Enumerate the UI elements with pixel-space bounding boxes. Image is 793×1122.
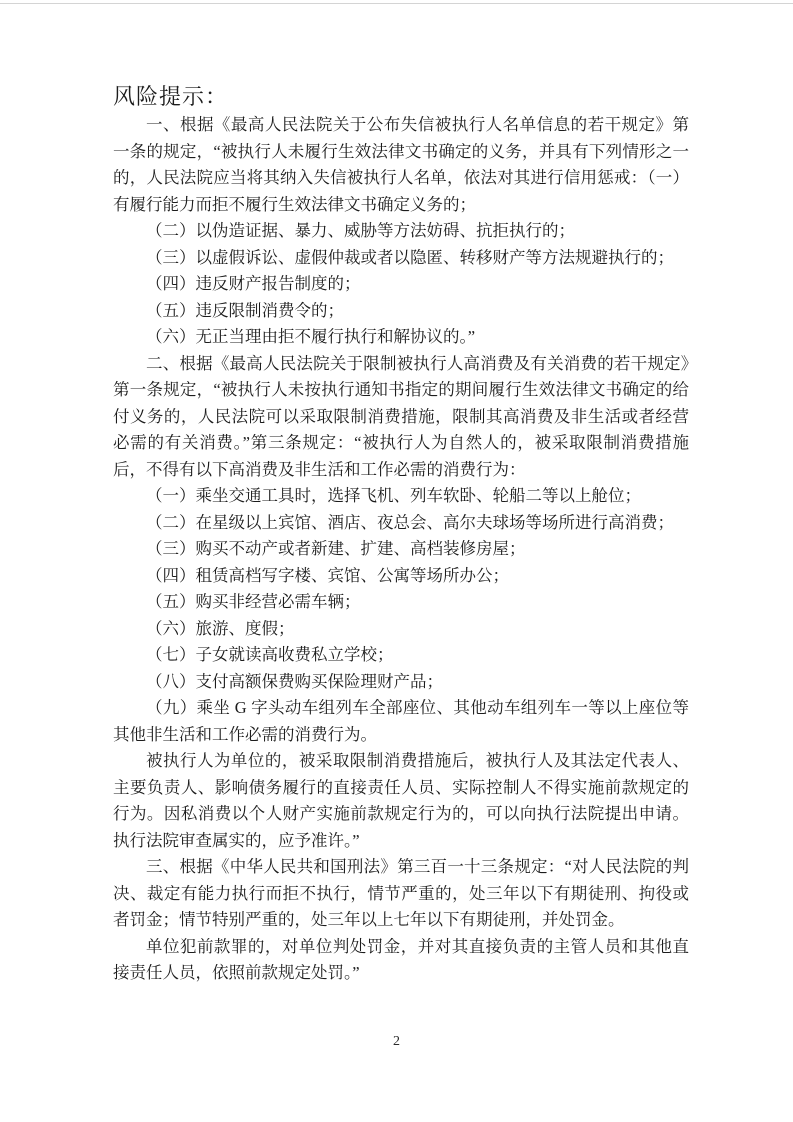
paragraph: （一）乘坐交通工具时，选择飞机、列车软卧、轮船二等以上舱位； bbox=[146, 486, 641, 505]
paragraph: （六）旅游、度假； bbox=[146, 618, 295, 638]
document-content bbox=[113, 82, 689, 987]
scan-edge-artifact bbox=[0, 3, 793, 4]
page-number: 2 bbox=[393, 1034, 400, 1049]
paragraph: 单位犯前款罪的，对单位判处罚金，并对其直接负责的主管人员和其他直接责任人员，依照前款规定处罚。” bbox=[113, 936, 689, 982]
paragraph: （九）乘坐 G 字头动车组列车全部座位、其他动车组列车一等以上座位等其他非生活和工作必需的消费行为。 bbox=[113, 698, 689, 744]
paragraph: （三）购买不动产或者新建、扩建、高档装修房屋； bbox=[146, 539, 526, 558]
paragraph: （七）子女就读高收费私立学校； bbox=[146, 645, 394, 664]
paragraph: （五）购买非经营必需车辆； bbox=[146, 592, 361, 611]
document-body bbox=[113, 112, 689, 987]
paragraph: 被执行人为单位的，被采取限制消费措施后，被执行人及其法定代表人、主要负责人、影响债务履行的直接责任人员、实际控制人不得实施前款规定的行为。因私消费以个人财产实施前款规定行为的，可以向执行法院提出申请。执行法院审查属实的，应予准许。” bbox=[113, 751, 689, 850]
page-footer bbox=[0, 1033, 793, 1051]
paragraph: 一、根据《最高人民法院关于公布失信被执行人名单信息的若干规定》第一条的规定，“被执行人未履行生效法律文书确定的义务，并具有下列情形之一的，人民法院应当将其纳入失信被执行人名单，依法对其进行信用惩戒：（一）有履行能力而拒不履行生效法律文书确定义务的； bbox=[113, 115, 689, 214]
paragraph: （四）租赁高档写字楼、宾馆、公寓等场所办公； bbox=[146, 565, 509, 585]
paragraph: （二）以伪造证据、暴力、威胁等方法妨碍、抗拒执行的； bbox=[146, 221, 575, 240]
paragraph: （八）支付高额保费购买保险理财产品； bbox=[146, 671, 443, 691]
paragraph: （四）违反财产报告制度的； bbox=[146, 274, 361, 293]
paragraph: （二）在星级以上宾馆、酒店、夜总会、高尔夫球场等场所进行高消费； bbox=[146, 512, 674, 532]
paragraph: 三、根据《中华人民共和国刑法》第三百一十三条规定：“对人民法院的判决、裁定有能力执行而拒不执行，情节严重的，处三年以下有期徒刑、拘役或者罚金；情节特别严重的，处三年以上七年以下有期徒刑，并处罚金。 bbox=[113, 857, 689, 929]
document-title: 风险提示： bbox=[113, 84, 229, 109]
paragraph: （六）无正当理由拒不履行执行和解协议的。” bbox=[146, 327, 476, 346]
paragraph: （五）违反限制消费令的； bbox=[146, 300, 344, 320]
paragraph: 二、根据《最高人民法院关于限制被执行人高消费及有关消费的若干规定》第一条规定，“被执行人未按执行通知书指定的期间履行生效法律文书确定的给付义务的，人民法院可以采取限制消费措施，限制其高消费及非生活或者经营必需的有关消费。”第三条规定：“被执行人为自然人的，被采取限制消费措施后，不得有以下高消费及非生活和工作必需的消费行为： bbox=[113, 353, 689, 479]
paragraph: （三）以虚假诉讼、虚假仲裁或者以隐匿、转移财产等方法规避执行的； bbox=[146, 247, 674, 267]
